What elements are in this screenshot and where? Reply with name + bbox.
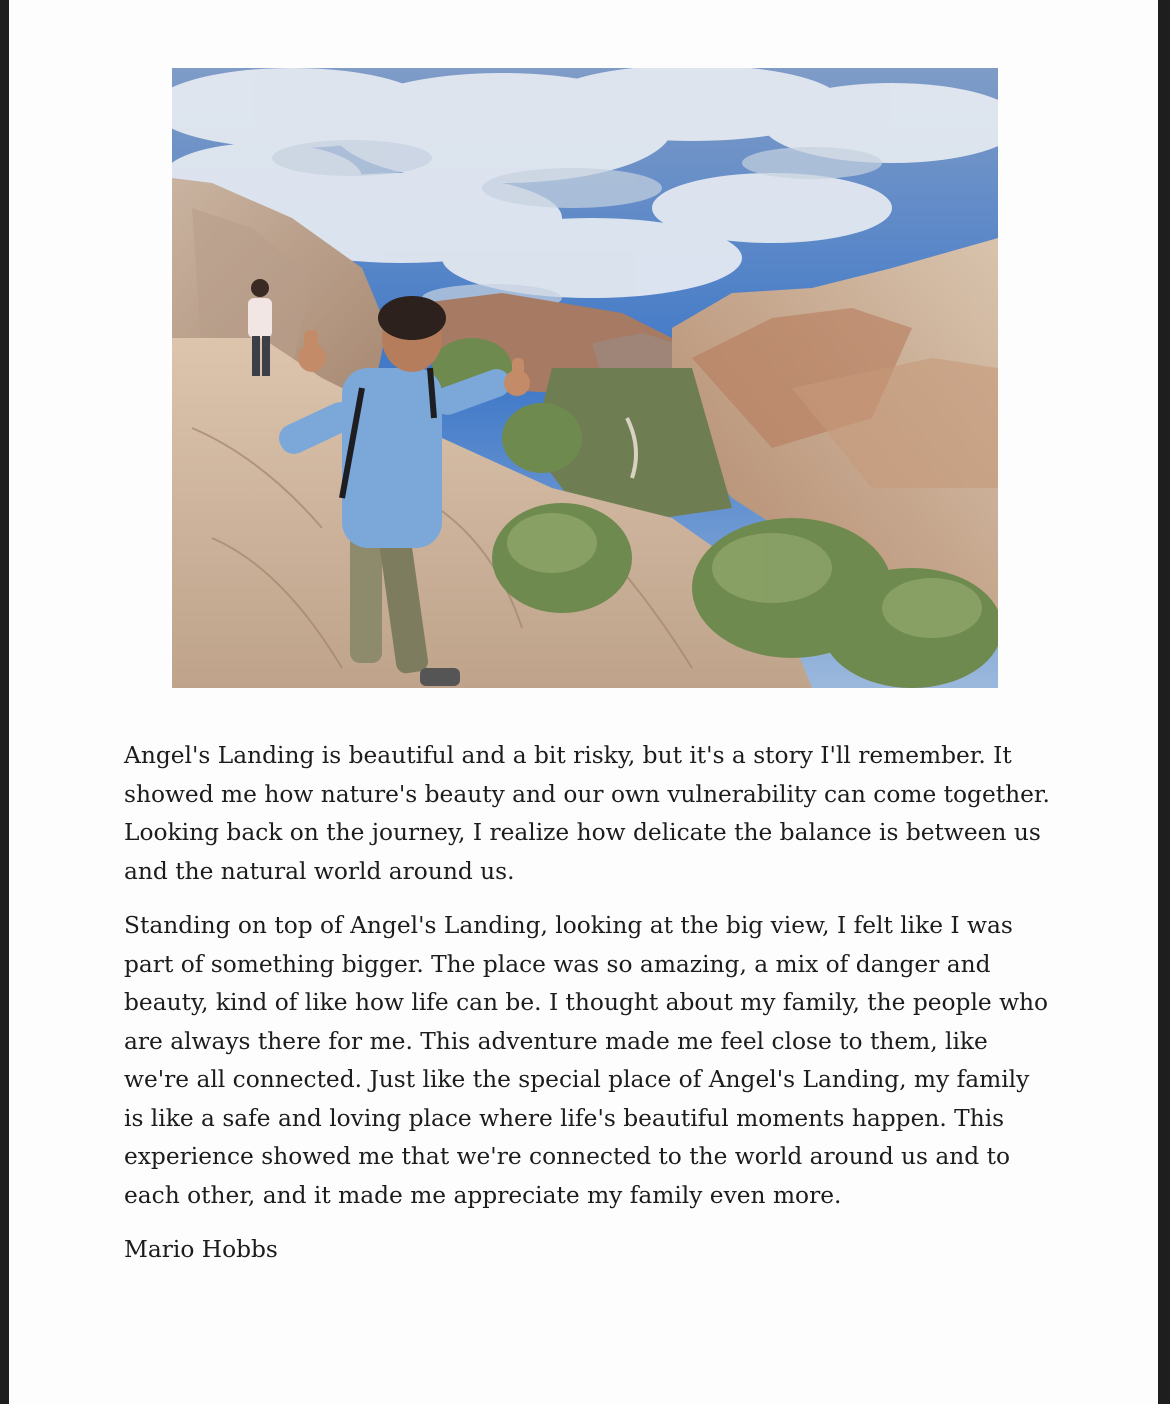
photo-hiker-canyon-icon <box>172 68 998 688</box>
story-paragraph-2: Standing on top of Angel's Landing, looking at the big view, I felt like I was part of something bigger. The place was so amazing, a mix of danger and beauty, kind of like how life can be. I thought about my family, the people who are always there for me. This adventure made me feel close to them, like we're all connected. Just like the special place of Angel's Landing, my family is like a safe and loving place where life's beautiful moments happen. This experience showed me that we're connected to the world around us and to each other, and it made me appreciate my family even more. <box>124 912 1049 1209</box>
author-signature: Mario Hobbs <box>124 1236 278 1263</box>
story-paragraph-1: Angel's Landing is beautiful and a bit risky, but it's a story I'll remember. It showed me how nature's beauty and our own vulnerability can come together. Looking back on the journey, I realize how delicate the balance is between us and the natural world around us. <box>124 742 1050 885</box>
document-page <box>9 0 1158 1404</box>
hiker-canyon-photo <box>172 68 998 688</box>
story-text <box>124 737 1054 1286</box>
